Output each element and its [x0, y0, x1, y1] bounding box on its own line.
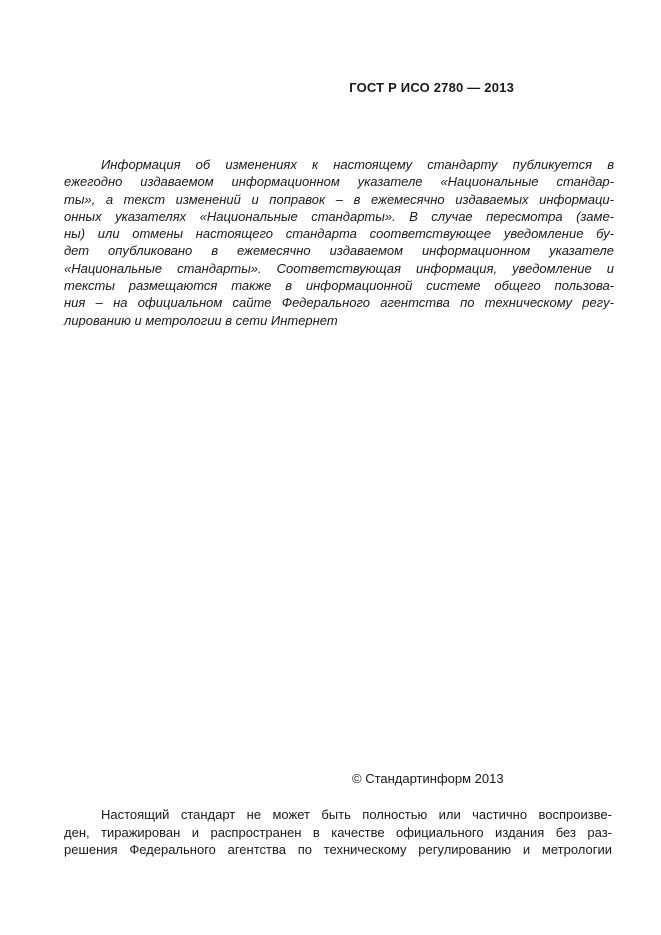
info-line: ежегодно издаваемом информационном указателе «Национальные стандар- [64, 174, 614, 190]
copyright-notice: © Стандартинформ 2013 [352, 771, 504, 786]
info-line: Информация об изменениях к настоящему стандарту публикуется в [101, 157, 614, 172]
info-line: лированию и метрологии в сети Интернет [64, 312, 338, 328]
info-line: ты», а текст изменений и поправок – в ежемесячно издаваемых информаци- [64, 191, 614, 207]
change-information-paragraph [64, 156, 614, 329]
reproduction-notice-paragraph [64, 806, 612, 859]
info-line: «Национальные стандарты». Соответствующая информация, уведомление и [64, 260, 614, 276]
info-line: ния – на официальном сайте Федерального агентства по техническому регу- [64, 295, 614, 311]
info-line: тексты размещаются также в информационной системе общего пользова- [64, 278, 614, 294]
info-line: ны) или отмены настоящего стандарта соответствующее уведомление бу- [64, 226, 614, 242]
info-line: онных указателях «Национальные стандарты». В случае пересмотра (заме- [64, 208, 614, 224]
notice-line: Настоящий стандарт не может быть полностью или частично воспроизве- [101, 807, 612, 822]
notice-line: решения Федерального агентства по техническому регулированию и метрологии [64, 842, 612, 857]
info-line: дет опубликовано в ежемесячно издаваемом информационном указателе [64, 243, 614, 259]
standard-number-header: ГОСТ Р ИСО 2780 — 2013 [349, 80, 514, 95]
notice-line: ден, тиражирован и распространен в качестве официального издания без раз- [64, 824, 612, 840]
